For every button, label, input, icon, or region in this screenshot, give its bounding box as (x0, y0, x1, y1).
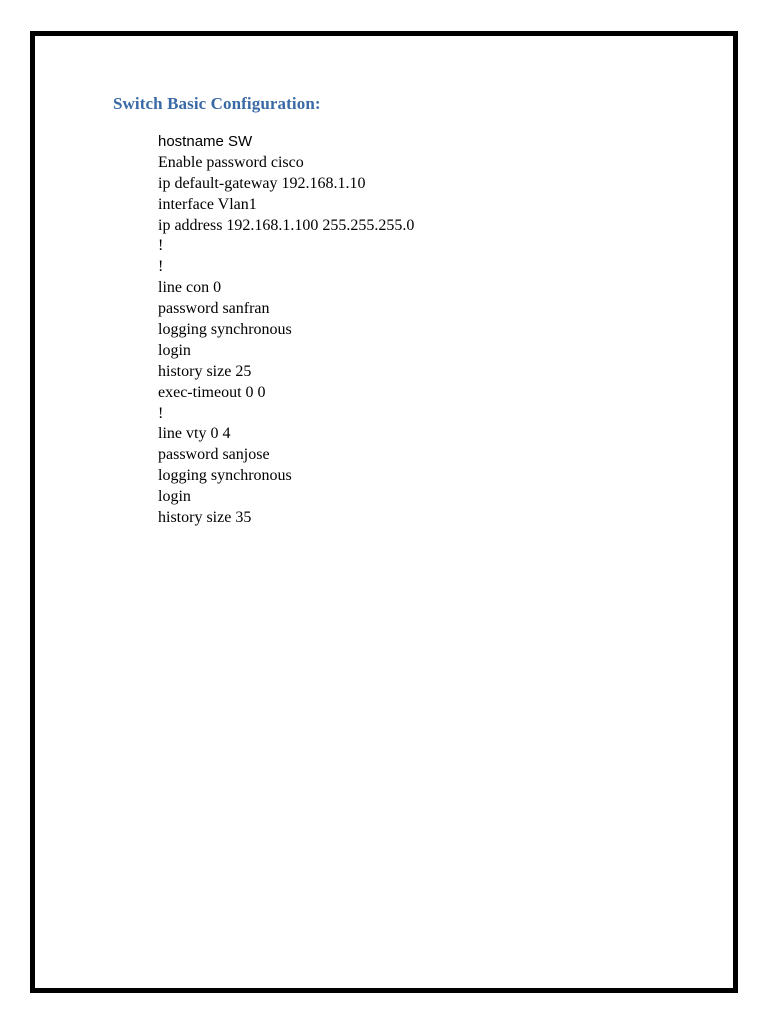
config-line-con-password: password sanfran (158, 300, 270, 318)
section-heading: Switch Basic Configuration: (113, 94, 321, 113)
config-line-con-logging: logging synchronous (158, 321, 292, 339)
config-line-separator: ! (158, 237, 164, 255)
config-line-vty-history: history size 35 (158, 509, 252, 527)
config-line-default-gateway: ip default-gateway 192.168.1.10 (158, 174, 366, 192)
config-line-vty-password: password sanjose (158, 446, 270, 464)
config-line-line-con: line con 0 (158, 279, 222, 297)
config-line-con-login: login (158, 341, 191, 359)
config-line-vty-login: login (158, 488, 191, 506)
config-line-vty-logging: logging synchronous (158, 467, 292, 485)
config-command-list (158, 132, 414, 529)
config-line-con-history: history size 25 (158, 362, 252, 380)
config-line-separator: ! (158, 258, 164, 276)
config-line-ip-address: ip address 192.168.1.100 255.255.255.0 (158, 216, 415, 234)
config-line-interface-vlan1: interface Vlan1 (158, 195, 257, 213)
config-line-hostname: hostname SW (158, 133, 253, 150)
config-line-line-vty: line vty 0 4 (158, 425, 231, 443)
config-line-enable-password: Enable password cisco (158, 153, 304, 171)
config-line-separator: ! (158, 404, 164, 422)
page-border-frame (30, 31, 738, 993)
config-line-exec-timeout: exec-timeout 0 0 (158, 383, 266, 401)
